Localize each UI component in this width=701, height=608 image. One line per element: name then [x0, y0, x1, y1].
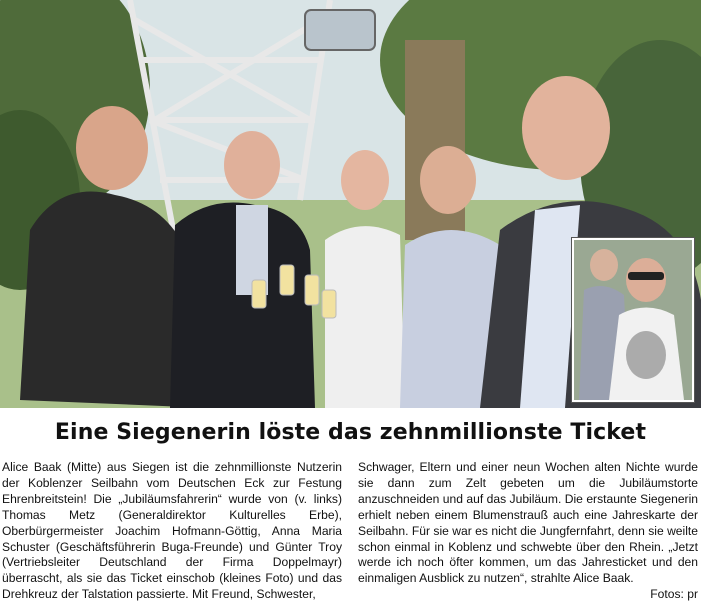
article-column-right: [358, 460, 698, 606]
article-column-left: [2, 460, 342, 606]
headline: Eine Siegenerin löste das zehnmillionste Ticket: [54, 420, 647, 445]
article-text-right: Schwager, Eltern und einer neun Wochen alten Nichte wurde sie dann zum Zelt gebeten um die Jubiläumstorte anzuschneiden und auf das Jubiläum. Die erstaunte Siegenerin erhielt neben einem Blumenstrauß auch eine Jahreskarte der Seilbahn. Für sie war es nicht die Jungfernfahrt, denn sie weilte schon einmal in Koblenz und schwebte über den Rhein. „Jetzt werde ich noch öfter kommen, um das Jahresticket und den einmaligen Ausblick zu nutzen“, strahlte Alice Baak.: [358, 460, 698, 586]
inset-photo: [572, 238, 694, 402]
article-text-left: Alice Baak (Mitte) aus Siegen ist die zehnmillionste Nutzerin der Koblenzer Seilbahn vom Deutschen Eck zur Festung Ehrenbreitstein! Die „Jubiläumsfahrerin“ wurde von (v. links) Thomas Metz (Generaldirektor Kulturelles Erbe), Oberbürgermeister Joachim Hofmann-Göttig, Anna Maria Schuster (Geschäftsführerin Buga-Freunde) und Günter Troy (Vertriebsleiter Deutschland der Firma Doppelmayr) überrascht, als sie das Ticket einschob (kleines Foto) und das Drehkreuz der Talstation passierte. Mit Freund, Schwester,: [2, 460, 342, 602]
article-body: [2, 460, 699, 606]
inset-photo-illustration: [574, 240, 692, 400]
photo-credit: Fotos: pr: [650, 587, 698, 602]
